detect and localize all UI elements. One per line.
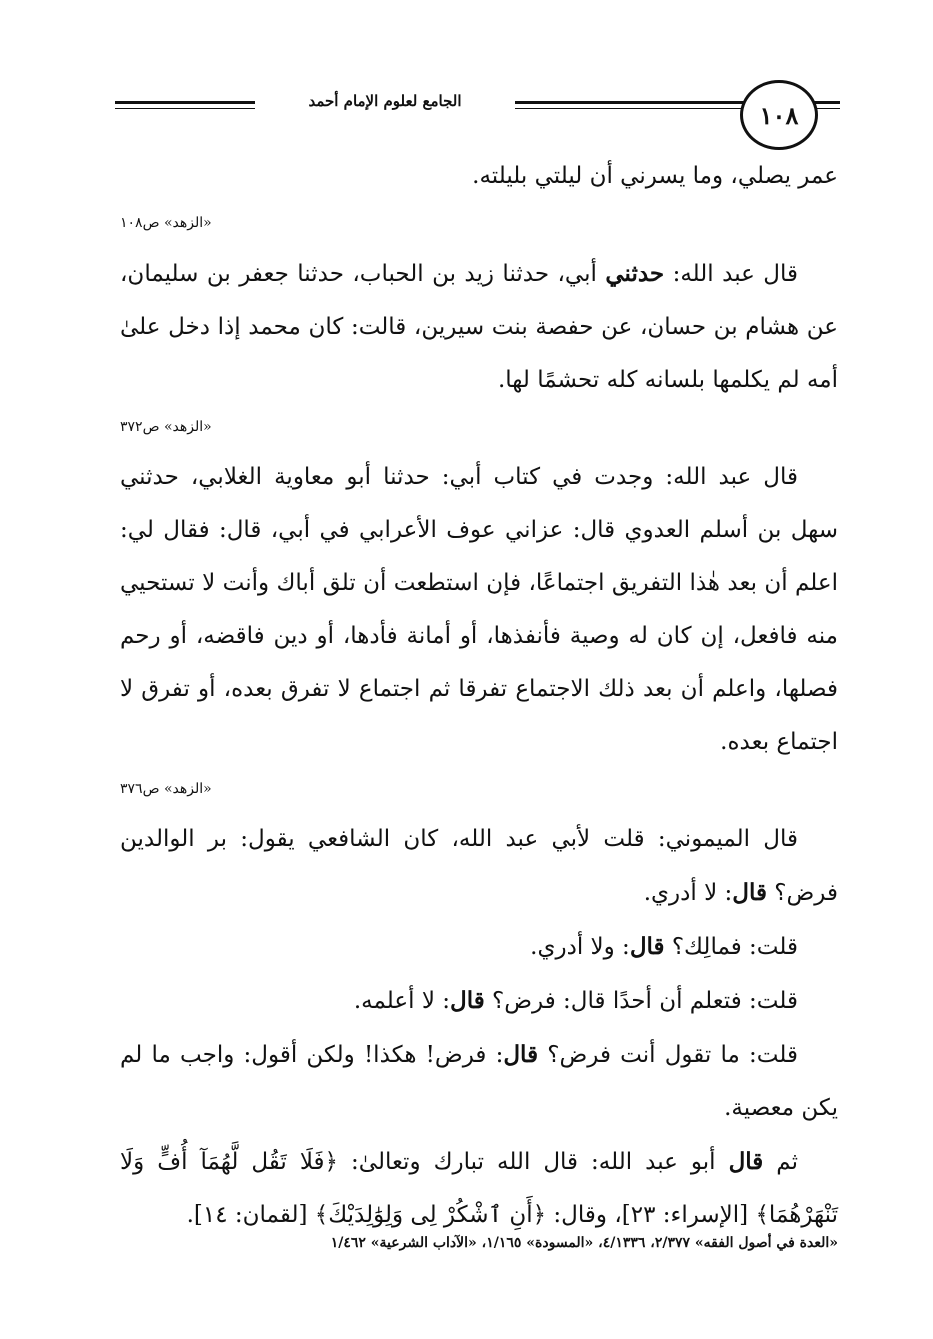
- paragraph-7: قلت: ما تقول أنت فرض؟ قال: فرض! هكذا! ولكن أقول: واجب ما لم يكن معصية.: [120, 1041, 838, 1121]
- paragraph-2: قال عبد الله: حدثني أبي، حدثنا زيد بن الحباب، حدثنا جعفر بن سليمان، عن هشام بن حسان، عن حفصة بنت سيرين، قالت: كان محمد إذا دخل علىٰ أمه لم يكلمها بلسانه كله تحشمًا لها.: [120, 260, 838, 393]
- paragraph-1: عمر يصلي، وما يسرني أن ليلتي بليلته.: [472, 163, 838, 189]
- paragraph-4: قال الميموني: قلت لأبي عبد الله، كان الشافعي يقول: بر الوالدين فرض؟ قال: لا أدري.: [120, 826, 838, 906]
- header-rule-left-bottom: [115, 108, 255, 109]
- page-body: [120, 150, 838, 1242]
- header-rule-left-top: [115, 101, 255, 104]
- page-header: [115, 78, 840, 136]
- book-title: الجامع لعلوم الإمام أحمد: [275, 92, 495, 110]
- paragraph-3: قال عبد الله: وجدت في كتاب أبي: حدثنا أبو معاوية الغلابي، حدثني سهل بن أسلم العدوي قال: عزاني عوف الأعرابي في أبي، قال: فقال لي: اعلم أن بعد هٰذا التفريق اجتماعًا، فإن استطعت أن تلق أباك وأنت لا تستحيي منه فافعل، إن كان له وصية فأنفذها، أو أمانة فأدها، أو دين فاقضه، أو رحم فصلها، واعلم أن بعد ذلك الاجتماع تفرقا ثم اجتماع لا تفرق بعده، أو تفرق لا اجتماع بعده.: [120, 464, 838, 755]
- paragraph-6: قلت: فتعلم أن أحدًا قال: فرض؟ قال: لا أعلمه.: [353, 987, 798, 1014]
- page-number: ١٠٨: [740, 80, 818, 150]
- footnote-sources: «العدة في أصول الفقه» ٢/٣٧٧، ٤/١٣٣٦، «المسودة» ١/١٦٥، «الآداب الشرعية» ١/٤٦٢: [330, 1235, 838, 1251]
- paragraph-8: ثم قال أبو عبد الله: قال الله تبارك وتعالىٰ: ﴿فَلَا تَقُل لَّهُمَآ أُفٍّ وَلَا تَنْهَرْهُمَا﴾ [الإسراء: ٢٣]، وقال: ﴿أَنِ ٱشْكُرْ لِى وَلِوَٰلِدَيْكَ﴾ [لقمان: ١٤].: [120, 1148, 838, 1228]
- source-reference-1: «الزهد» ص١٠٨: [120, 215, 212, 231]
- paragraph-5: قلت: فمالِك؟ قال: ولا أدري.: [530, 933, 798, 960]
- source-reference-2: «الزهد» ص٣٧٢: [120, 419, 212, 435]
- source-reference-3: «الزهد» ص٣٧٦: [120, 781, 212, 797]
